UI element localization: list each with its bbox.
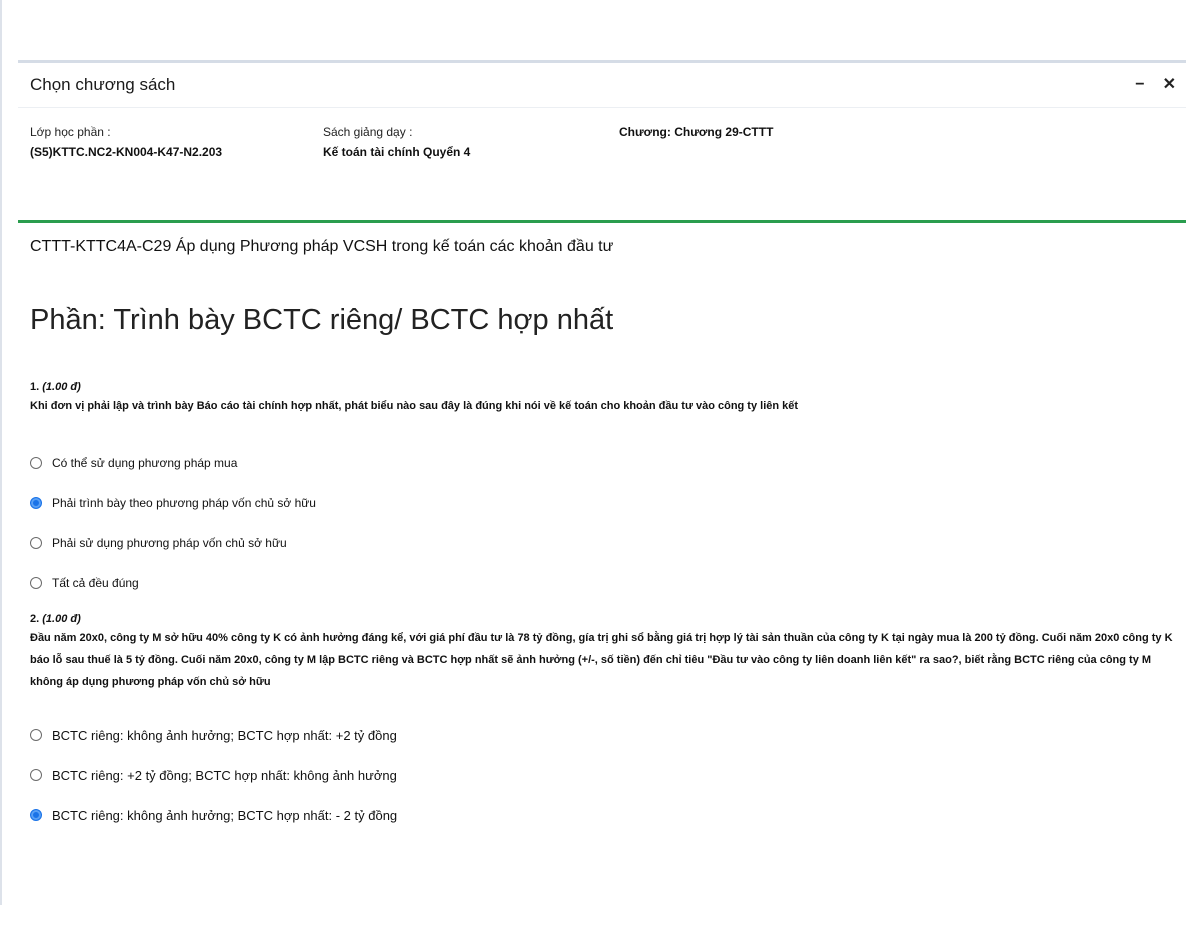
answer-options (30, 443, 1180, 603)
modal-header (18, 63, 1186, 108)
question-number: 2. (30, 613, 40, 625)
answer-option[interactable] (30, 483, 1180, 523)
radio-button[interactable] (30, 457, 42, 469)
question-1 (30, 381, 1180, 603)
section-title: Phần: Trình bày BCTC riêng/ BCTC hợp nhất (30, 304, 614, 336)
class-label: Lớp học phần : (30, 125, 111, 139)
answer-option[interactable] (30, 443, 1180, 483)
answer-option[interactable] (30, 715, 1180, 755)
question-header (30, 613, 1180, 625)
question-points: (1.00 đ) (42, 381, 81, 393)
option-label: Phải trình bày theo phương pháp vốn chủ sở hữu (52, 496, 316, 510)
radio-button[interactable] (30, 577, 42, 589)
close-icon[interactable]: ✕ (1162, 76, 1176, 93)
book-info (323, 122, 470, 162)
lesson-title: CTTT-KTTC4A-C29 Áp dụng Phương pháp VCSH trong kế toán các khoản đầu tư (30, 238, 614, 255)
question-text: Khi đơn vị phải lập và trình bày Báo cáo tài chính hợp nhất, phát biểu nào sau đây là đúng khi nói về kế toán cho khoản đầu tư vào công ty liên kết (30, 400, 799, 412)
question-number: 1. (30, 381, 40, 393)
modal-controls (1135, 77, 1176, 93)
option-label: BCTC riêng: +2 tỷ đồng; BCTC hợp nhất: không ảnh hưởng (52, 767, 397, 783)
option-label: Có thể sử dụng phương pháp mua (52, 456, 238, 470)
quiz-content (30, 232, 1180, 835)
answer-option[interactable] (30, 563, 1180, 603)
radio-button-selected[interactable] (30, 809, 42, 821)
radio-button[interactable] (30, 537, 42, 549)
answer-option[interactable] (30, 755, 1180, 795)
chapter-info (619, 122, 773, 142)
book-value: Kế toán tài chính Quyển 4 (323, 145, 471, 159)
question-header (30, 381, 1180, 393)
book-label: Sách giảng dạy : (323, 125, 413, 139)
minimize-icon[interactable]: − (1135, 76, 1145, 93)
chapter-select-modal (18, 60, 1186, 208)
class-info (30, 122, 222, 162)
question-text: Đầu năm 20x0, công ty M sở hữu 40% công ty K có ảnh hưởng đáng kể, với giá phí đầu tư là 78 tỷ đồng, gía trị ghi sổ bằng giá trị hợp lý tài sản thuần của công ty K tại ngày mua là 200 tỷ đồng. Cuối năm 20x0 công ty K báo lỗ sau thuế là 5 tỷ đồng. Cuối năm 20x0, công ty M lập BCTC riêng và BCTC hợp nhất sẽ ảnh hưởng (+/-, số tiền) đến chỉ tiêu "Đầu tư vào công ty liên doanh liên kết" ra sao?, biết rằng BCTC riêng của công ty M không áp dụng phương pháp vốn chủ sở hữu (30, 632, 1173, 688)
option-label: BCTC riêng: không ảnh hưởng; BCTC hợp nhất: +2 tỷ đồng (52, 727, 397, 743)
option-label: Phải sử dụng phương pháp vốn chủ sở hữu (52, 536, 287, 550)
answer-option[interactable] (30, 795, 1180, 835)
option-label: Tất cả đều đúng (52, 576, 139, 590)
answer-option[interactable] (30, 523, 1180, 563)
modal-title: Chọn chương sách (30, 75, 176, 94)
question-points: (1.00 đ) (42, 613, 81, 625)
section-divider (18, 220, 1186, 223)
radio-button[interactable] (30, 729, 42, 741)
chapter-text: Chương: Chương 29-CTTT (619, 125, 774, 139)
question-2 (30, 613, 1180, 835)
class-value: (S5)KTTC.NC2-KN004-K47-N2.203 (30, 145, 223, 159)
radio-button[interactable] (30, 769, 42, 781)
course-info (18, 108, 1186, 208)
option-label: BCTC riêng: không ảnh hưởng; BCTC hợp nhất: - 2 tỷ đồng (52, 807, 398, 823)
answer-options (30, 715, 1180, 835)
left-border (0, 0, 2, 905)
radio-button-selected[interactable] (30, 497, 42, 509)
